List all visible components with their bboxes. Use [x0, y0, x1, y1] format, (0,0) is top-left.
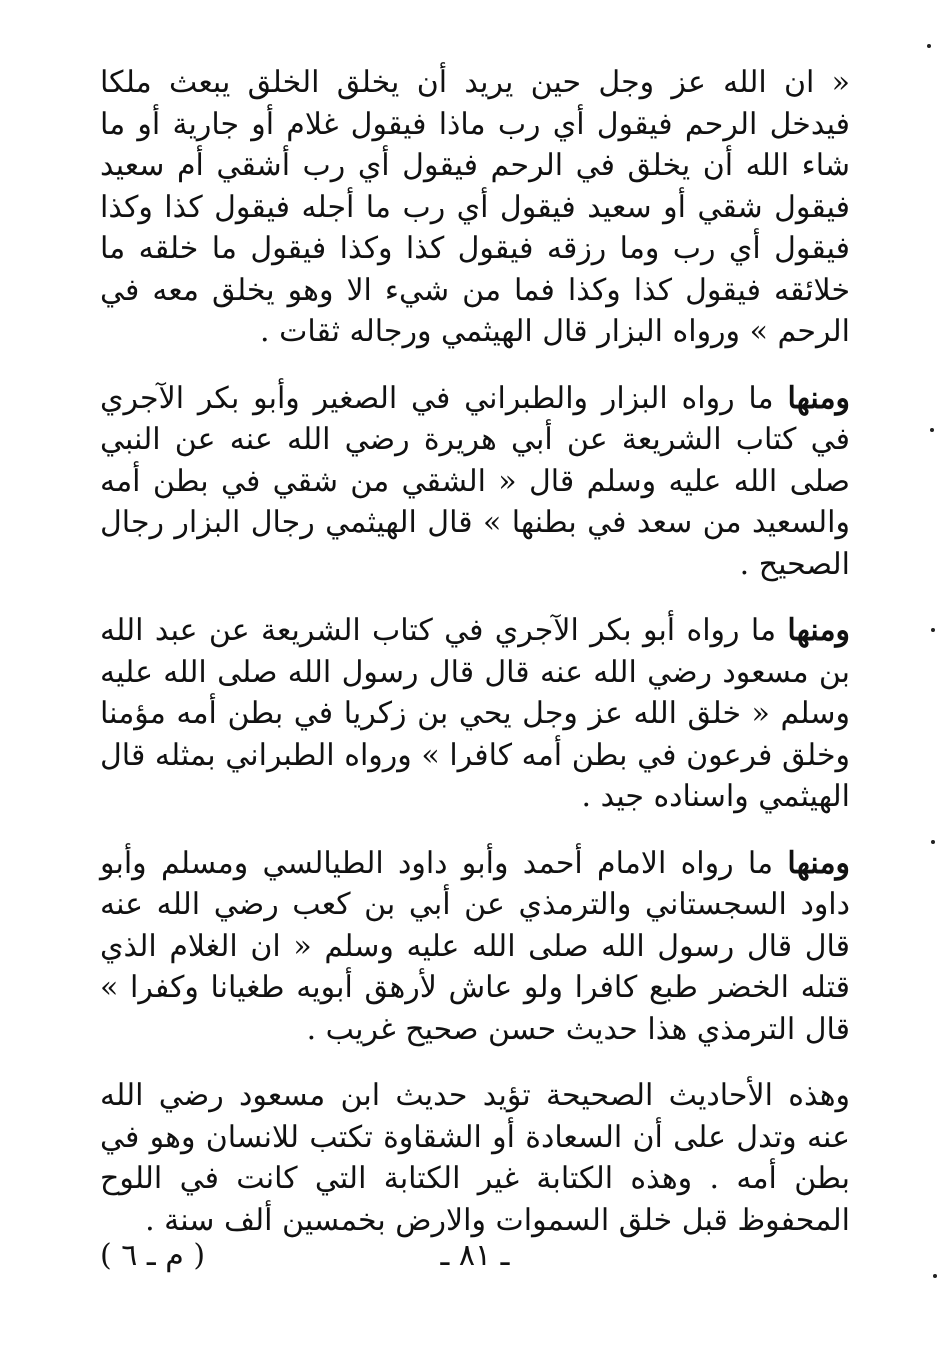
paragraph-text: ما رواه الامام أحمد وأبو داود الطيالسي ومسلم وأبو داود السجستاني والترمذي عن أبي بن كعب رضي الله عنه قال قال رسول الله صلى الله عليه وسلم « ان الغلام الذي قتله الخضر طبع كافرا ولو عاش لأرهق أبويه طغيانا وكفرا » قال الترمذي هذا حديث حسن صحيح غريب .: [100, 845, 850, 1047]
paragraph-2: [100, 378, 850, 586]
paragraph-lead: ومنها: [787, 613, 850, 648]
scan-speck: [930, 428, 934, 432]
page-footer: [100, 1238, 850, 1288]
scan-speck: [931, 840, 935, 844]
paragraph-text: ما رواه البزار والطبراني في الصغير وأبو بكر الآجري في كتاب الشريعة عن أبي هريرة رضي الله عنه عن النبي صلى الله عليه وسلم قال « الشقي من شقي في بطن أمه والسعيد من سعد في بطنها » قال الهيثمي رجال البزار رجال الصحيح .: [100, 380, 850, 582]
scan-speck: [927, 44, 931, 48]
scan-speck: [933, 1274, 937, 1278]
paragraph-lead: ومنها: [787, 845, 850, 881]
paragraph-text: « ان الله عز وجل حين يريد أن يخلق الخلق يبعث ملكا فيدخل الرحم فيقول أي رب ماذا فيقول غلام أو جارية أو ما شاء الله أن يخلق في الرحم فيقول أي رب أشقي أم سعيد فيقول شقي أو سعيد فيقول أي رب ما أجله فيقول كذا وكذا فيقول أي رب وما رزقه فيقول كذا وكذا فيقول ما خلقه ما خلائقه فيقول كذا وكذا فما من شيء الا وهو يخلق معه في الرحم » ورواه البزار قال الهيثمي ورجاله ثقات .: [100, 65, 850, 349]
paragraph-1: [100, 62, 850, 353]
page-number: ـ ٨١ ـ: [440, 1238, 510, 1273]
paragraph-lead: ومنها: [787, 380, 851, 416]
page-body: [100, 62, 850, 1266]
scan-speck: [931, 628, 935, 632]
paragraph-5: [100, 1075, 850, 1241]
paragraph-3: [100, 610, 850, 818]
paragraph-text: وهذه الأحاديث الصحيحة تؤيد حديث ابن مسعود رضي الله عنه وتدل على أن السعادة أو الشقاوة تكتب للانسان وهو في بطن أمه . وهذه الكتابة غير الكتابة التي كانت في اللوح المحفوظ قبل خلق السموات والارض بخمسين ألف سنة .: [100, 1078, 850, 1238]
paragraph-text: ما رواه أبو بكر الآجري في كتاب الشريعة عن عبد الله بن مسعود رضي الله عنه قال قال رسول الله صلى الله عليه وسلم « خلق الله عز وجل يحي بن زكريا في بطن أمه مؤمنا وخلق فرعون في بطن أمه كافرا » ورواه الطبراني بمثله قال الهيثمي واسناده جيد .: [100, 613, 850, 814]
paragraph-4: [100, 843, 850, 1051]
signature-mark: ( م ـ ٦ ): [100, 1238, 206, 1273]
